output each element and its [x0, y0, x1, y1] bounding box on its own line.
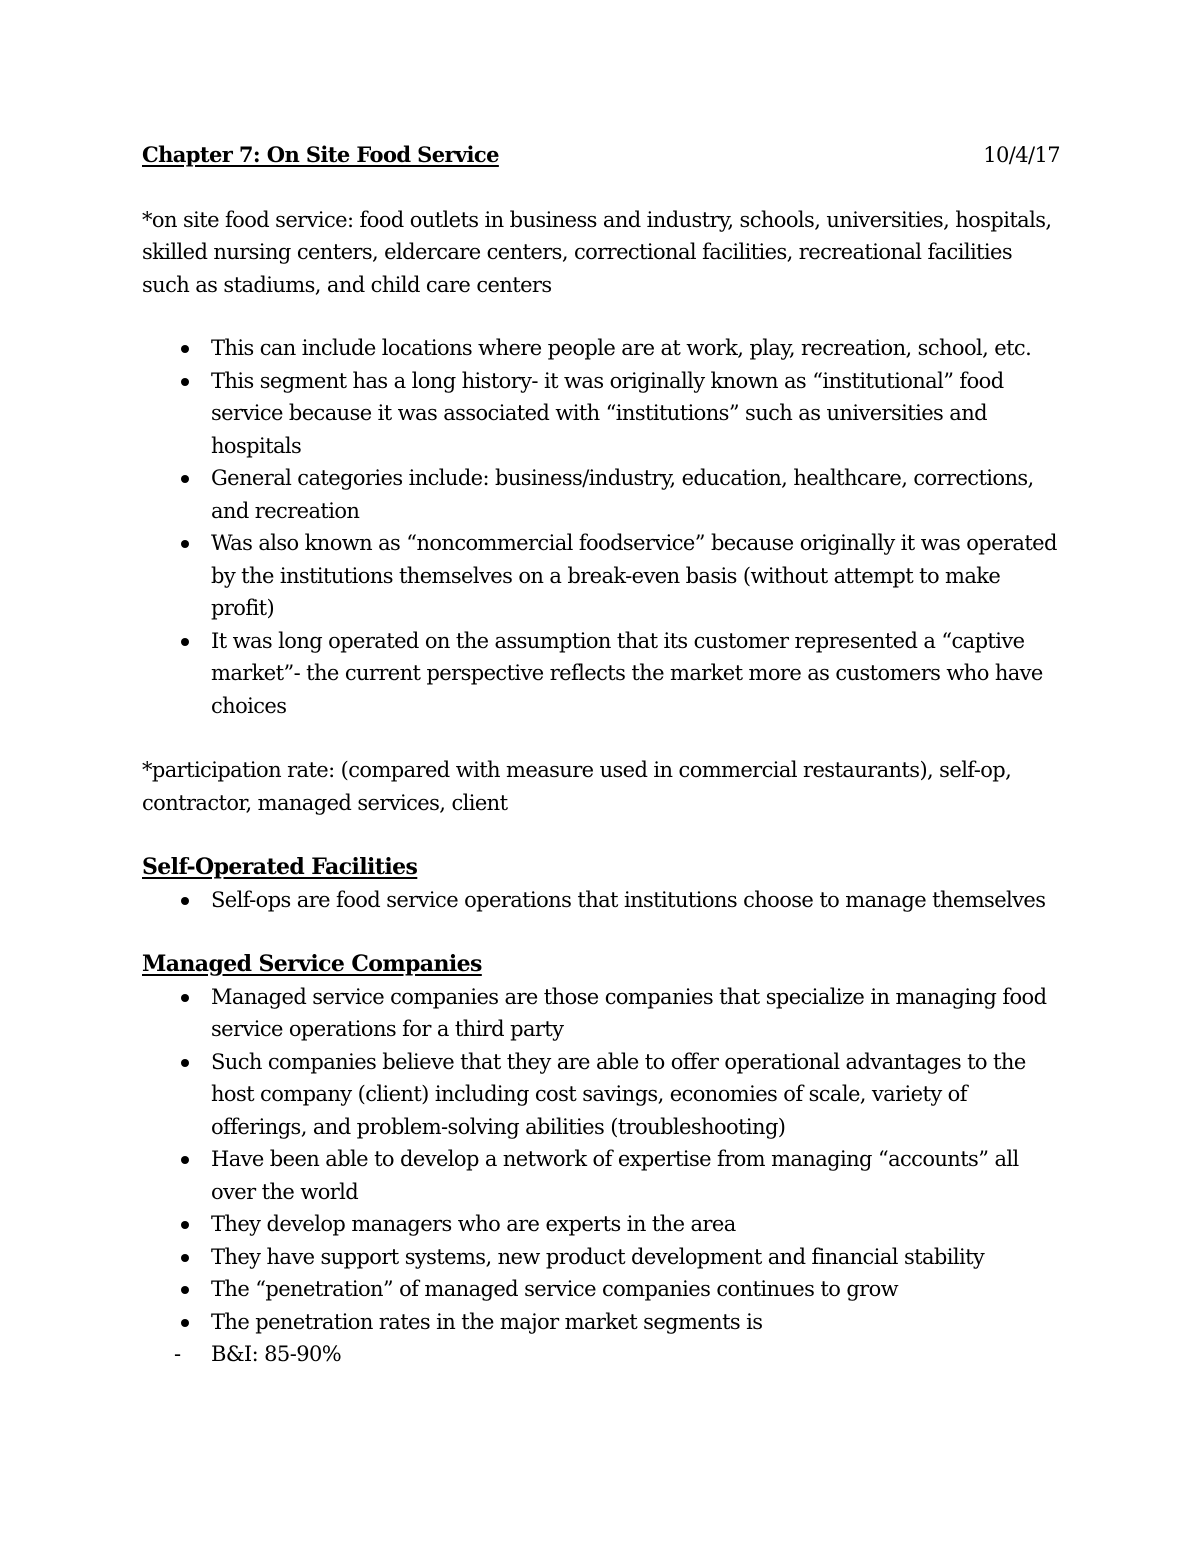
- list-item: [142, 1306, 1062, 1339]
- dash-icon: -: [174, 1342, 181, 1366]
- bullet-icon: [181, 1319, 189, 1327]
- list-item: [142, 1241, 1062, 1274]
- list-item: [142, 884, 1062, 917]
- list-item: [142, 1208, 1062, 1241]
- list-item-text: They have support systems, new product development and financial stability: [211, 1244, 985, 1269]
- list-item: [142, 1338, 1062, 1371]
- list-item: [142, 462, 1062, 527]
- list-item-text: This can include locations where people are at work, play, recreation, school, etc.: [211, 336, 1032, 360]
- list-item-text: B&I: 85-90%: [211, 1342, 342, 1366]
- title-row: [142, 139, 1062, 172]
- definition-paragraph: *on site food service: food outlets in business and industry, schools, universities, hospitals, skilled nursing centers, eldercare centers, correctional facilities, recreational facilities such as stadiums, and child care centers: [142, 207, 1052, 297]
- list-item-text: Self-ops are food service operations that institutions choose to manage themselves: [211, 887, 1046, 912]
- bullet-icon: [181, 638, 189, 646]
- list-item: [142, 332, 1062, 365]
- list-item: [142, 1143, 1062, 1208]
- list-item-text: Such companies believe that they are able to offer operational advantages to the host company (client) including cost savings, economies of scale, variety of offerings, and problem-solving abilities (troubleshooting): [211, 1049, 1026, 1139]
- bullet-icon: [181, 345, 189, 353]
- document-page: [142, 139, 1062, 1371]
- managed-service-heading: Managed Service Companies: [142, 951, 482, 977]
- list-item: [142, 527, 1062, 625]
- intro-bullet-list: [142, 332, 1062, 722]
- list-item-text: Was also known as “noncommercial foodservice” because originally it was operated by the institutions themselves on a break-even basis (without attempt to make profit): [211, 531, 1057, 620]
- list-item-text: Managed service companies are those companies that specialize in managing food service operations for a third party: [211, 984, 1047, 1041]
- bullet-icon: [181, 897, 189, 905]
- list-item: [142, 1273, 1062, 1306]
- page-title: Chapter 7: On Site Food Service: [142, 142, 499, 167]
- list-item: [142, 1046, 1062, 1144]
- list-item-text: The “penetration” of managed service companies continues to grow: [211, 1277, 899, 1301]
- list-item-text: They develop managers who are experts in the area: [211, 1212, 736, 1236]
- bullet-icon: [181, 1286, 189, 1294]
- bullet-icon: [181, 1254, 189, 1262]
- participation-paragraph: *participation rate: (compared with measure used in commercial restaurants), self-op, contractor, managed services, client: [142, 758, 1012, 815]
- bullet-icon: [181, 1221, 189, 1229]
- list-item: [142, 365, 1062, 463]
- bullet-icon: [181, 475, 189, 483]
- list-item: [142, 625, 1062, 723]
- bullet-icon: [181, 1059, 189, 1067]
- list-item-text: General categories include: business/industry, education, healthcare, corrections, and recreation: [211, 466, 1034, 523]
- self-operated-bullet-list: [142, 884, 1062, 917]
- penetration-rate-list: [142, 1338, 1062, 1371]
- list-item: [142, 981, 1062, 1046]
- bullet-icon: [181, 1156, 189, 1164]
- bullet-icon: [181, 994, 189, 1002]
- list-item-text: This segment has a long history- it was originally known as “institutional” food service because it was associated with “institutions” such as universities and hospitals: [211, 368, 1004, 458]
- document-date: 10/4/17: [983, 143, 1060, 167]
- self-operated-heading: Self-Operated Facilities: [142, 854, 418, 880]
- managed-service-bullet-list: [142, 981, 1062, 1339]
- bullet-icon: [181, 540, 189, 548]
- list-item-text: The penetration rates in the major market segments is: [211, 1309, 763, 1334]
- list-item-text: Have been able to develop a network of expertise from managing “accounts” all over the world: [211, 1147, 1019, 1204]
- bullet-icon: [181, 378, 189, 386]
- list-item-text: It was long operated on the assumption that its customer represented a “captive market”- the current perspective reflects the market more as customers who have choices: [211, 628, 1043, 718]
